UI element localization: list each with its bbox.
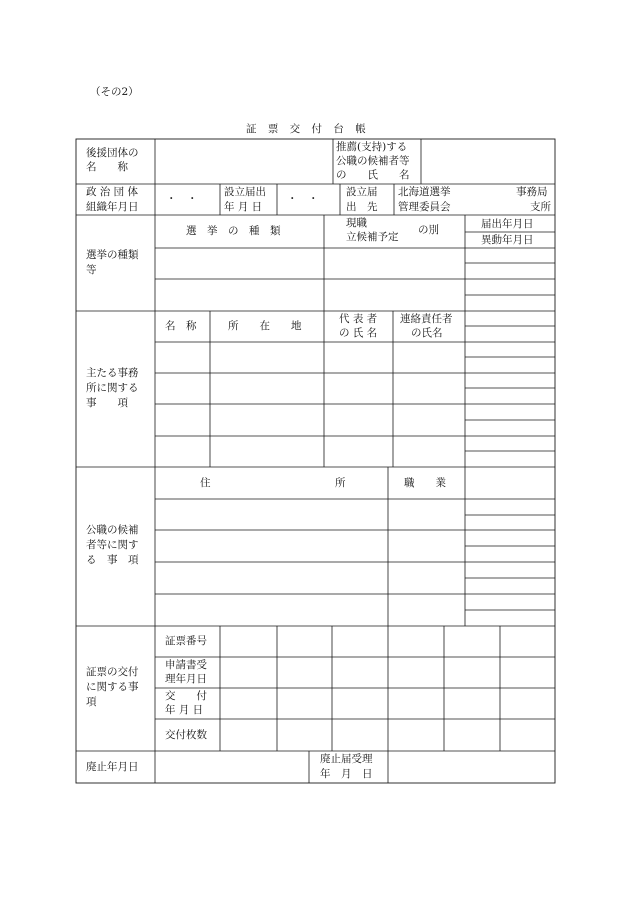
filing-date-header: 届出年月日 [481,218,534,230]
formed-date-placeholder: ・ ・ [166,193,198,205]
candidate-section-label-line2: 者等に関す [86,539,139,551]
status-header-line2: 立候補予定 [346,231,399,243]
setup-date-placeholder: ・ ・ [287,193,319,205]
setup-date-label-line1: 設立届出 [224,186,266,198]
change-date-header: 異動年月日 [481,234,534,246]
certificate-number-label: 証票番号 [165,635,207,647]
committee-line2: 管理委員会 [398,201,451,213]
office-section-label-line2: 所に関する [86,382,139,394]
receipt-date-label-line2: 理年月日 [165,673,207,685]
abolish-receipt-label-line2: 年 月 日 [320,768,373,780]
setup-date-label-line2: 年 月 日 [224,201,263,213]
issued-count-label: 交付枚数 [165,729,207,741]
filing-dest-label-line2: 出 先 [346,201,378,213]
status-header-line1: 現職 [346,217,367,229]
occupation-header: 職 業 [404,477,446,489]
abolish-date-label: 廃止年月日 [86,761,139,773]
candidate-section-label-line3: る 事 項 [86,554,139,566]
contact-person-header-line2: の氏名 [411,327,443,339]
office-name-header: 名 称 [165,320,197,332]
document-title: 証 票 交 付 台 帳 [246,123,367,135]
document-note: （その2） [90,86,139,98]
issue-section-label-line1: 証票の交付 [86,666,139,678]
receipt-date-label-line1: 申請書受 [165,659,207,671]
election-type-header: 選 挙 の 種 類 [186,225,281,237]
candidate-label-line1: 推薦(支持)する [336,141,408,153]
candidate-section-label-line1: 公職の候補 [86,524,139,536]
candidate-label-line2: 公職の候補者等 [336,155,410,167]
address-header-part1: 住 [200,477,211,489]
election-section-label-line1: 選挙の種類 [86,249,139,261]
office-location-header: 所 在 地 [228,320,302,332]
org-name-label-line1: 後援団体の [86,147,139,159]
branch-label: 支所 [530,201,551,213]
office-label: 事務局 [516,186,548,198]
issue-date-label-line2: 年 月 日 [165,704,204,716]
representative-header-line2: の 氏 名 [339,327,378,339]
office-section-label-line3: 事 項 [86,397,128,409]
formed-date-label-line2: 組織年月日 [86,201,139,213]
committee-line1: 北海道選挙 [398,186,451,198]
representative-header-line1: 代 表 者 [339,313,378,325]
issue-date-label-line1: 交 付 [165,690,207,702]
status-header-line3: の別 [418,224,439,236]
formed-date-label-line1: 政 治 団 体 [86,186,139,198]
candidate-label-line3: の 氏 名 [336,169,410,181]
issue-section-label-line2: に関する事 [86,681,139,693]
issue-section-label-line3: 項 [86,696,97,708]
contact-person-header-line1: 連絡責任者 [400,313,453,325]
election-section-label-line2: 等 [86,264,97,276]
address-header-part2: 所 [335,477,346,489]
office-section-label-line1: 主たる事務 [86,367,139,379]
filing-dest-label-line1: 設立届 [346,186,378,198]
org-name-label-line2: 名 称 [86,161,128,173]
abolish-receipt-label-line1: 廃止届受理 [320,753,373,765]
